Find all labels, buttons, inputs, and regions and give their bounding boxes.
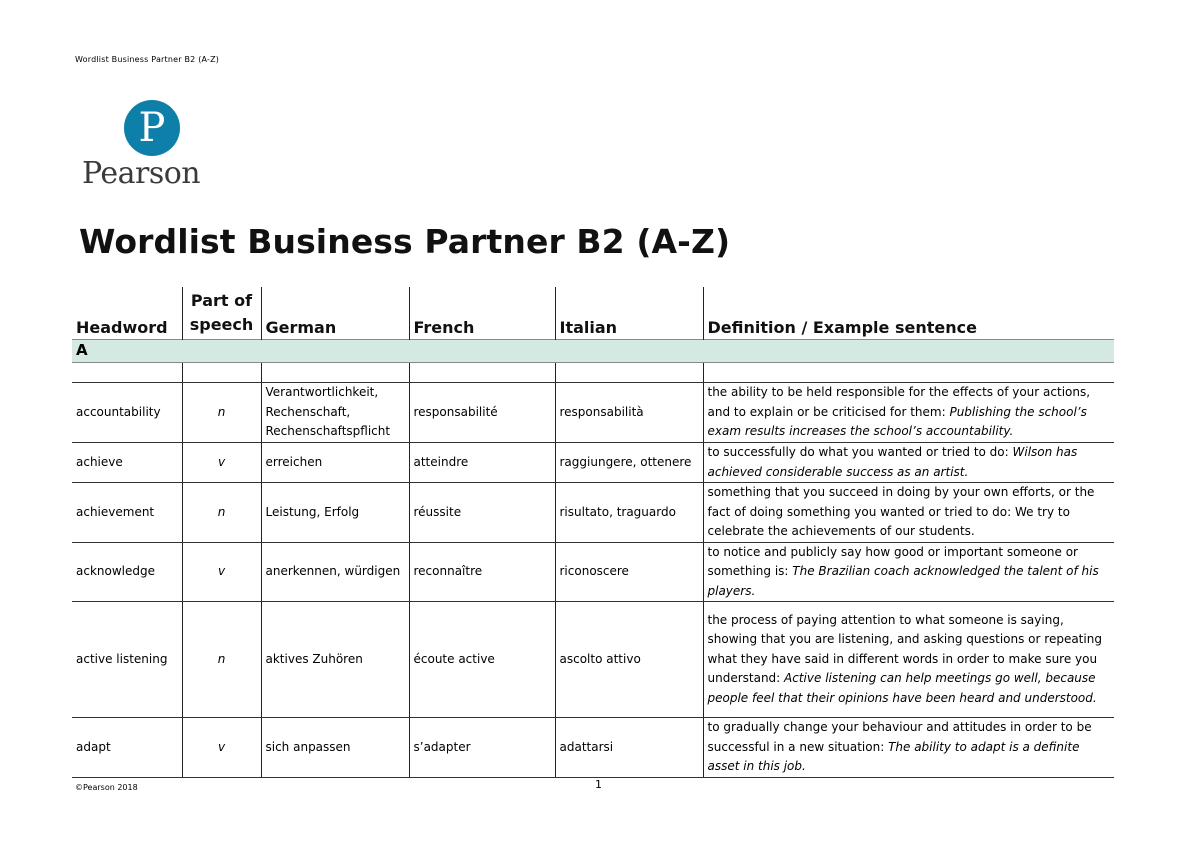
german-line: Rechenschaft, xyxy=(265,404,351,419)
definition-cell xyxy=(703,602,1114,718)
running-header: Wordlist Business Partner B2 (A-Z) xyxy=(75,55,220,64)
table-row xyxy=(72,542,1114,602)
german-cell: aktives Zuhören xyxy=(261,602,409,718)
pearson-logo xyxy=(82,100,224,194)
pos-cell: v xyxy=(182,443,261,483)
french-cell: écoute active xyxy=(409,602,555,718)
example-sentence: The ability to adapt is a definite asset in this job. xyxy=(707,739,1080,773)
definition-cell xyxy=(703,483,1114,543)
table-row xyxy=(72,483,1114,543)
pos-cell: n xyxy=(182,602,261,718)
german-cell: erreichen xyxy=(261,443,409,483)
pos-cell: v xyxy=(182,718,261,778)
french-cell: s’adapter xyxy=(409,718,555,778)
col-header-part-of-speech xyxy=(182,287,261,340)
french-cell: atteindre xyxy=(409,443,555,483)
pearson-logo-wordmark: Pearson xyxy=(82,156,201,191)
definition-cell xyxy=(703,443,1114,483)
german-cell: anerkennen, würdigen xyxy=(261,542,409,602)
spacer-cell xyxy=(261,363,409,383)
section-letter: A xyxy=(72,340,1114,363)
col-header-pos-line1: Part of xyxy=(190,291,253,310)
col-header-pos-line2: speech xyxy=(189,315,254,334)
headword-cell: active listening xyxy=(72,602,182,718)
italian-cell: ascolto attivo xyxy=(555,602,703,718)
table-header-row xyxy=(72,287,1114,340)
pos-cell: n xyxy=(182,483,261,543)
french-cell: réussite xyxy=(409,483,555,543)
section-row xyxy=(72,340,1114,363)
col-header-french: French xyxy=(409,287,555,340)
definition-text: to gradually change your behaviour and attitudes in order to be successful in a new situation: xyxy=(707,720,1092,754)
table-row xyxy=(72,383,1114,443)
example-sentence: Active listening can help meetings go well, because people feel that their opinions have been heard and understood. xyxy=(707,671,1097,705)
definition-text: the process of paying attention to what someone is saying, showing that you are listening, and asking questions or repeating what they have said in different words in order to make sure you understand: xyxy=(707,612,1102,686)
table-row xyxy=(72,443,1114,483)
german-cell xyxy=(261,383,409,443)
definition-text: the ability to be held responsible for the effects of your actions, and to explain or be criticised for them: xyxy=(707,385,1091,419)
spacer-cell xyxy=(703,363,1114,383)
headword-cell: achievement xyxy=(72,483,182,543)
french-cell: responsabilité xyxy=(409,383,555,443)
pearson-logo-mark-icon: P xyxy=(124,100,180,156)
definition-cell xyxy=(703,718,1114,778)
italian-cell: adattarsi xyxy=(555,718,703,778)
pos-cell: n xyxy=(182,383,261,443)
headword-cell: acknowledge xyxy=(72,542,182,602)
headword-cell: accountability xyxy=(72,383,182,443)
spacer-cell xyxy=(72,363,182,383)
table-row xyxy=(72,602,1114,718)
headword-cell: adapt xyxy=(72,718,182,778)
definition-text: something that you succeed in doing by your own efforts, or the fact of doing something you wanted or tried to do: We try to celebrate the achievements of our students. xyxy=(707,485,1095,538)
headword-cell: achieve xyxy=(72,443,182,483)
col-header-italian: Italian xyxy=(555,287,703,340)
german-line: Verantwortlichkeit, xyxy=(265,385,379,400)
example-sentence: The Brazilian coach acknowledged the talent of his players. xyxy=(707,564,1099,598)
spacer-row xyxy=(72,363,1114,383)
spacer-cell xyxy=(555,363,703,383)
col-header-definition: Definition / Example sentence xyxy=(703,287,1114,340)
definition-text: to notice and publicly say how good or important someone or something is: xyxy=(707,544,1078,578)
col-header-headword: Headword xyxy=(76,318,168,337)
german-cell: sich anpassen xyxy=(261,718,409,778)
italian-cell: responsabilità xyxy=(555,383,703,443)
spacer-cell xyxy=(182,363,261,383)
definition-text: to successfully do what you wanted or tried to do: xyxy=(707,445,1013,459)
german-cell: Leistung, Erfolg xyxy=(261,483,409,543)
col-header-german: German xyxy=(261,287,409,340)
example-sentence: Wilson has achieved considerable success as an artist. xyxy=(707,445,1078,479)
footer-copyright: ©Pearson 2018 xyxy=(75,783,138,792)
pos-cell: v xyxy=(182,542,261,602)
italian-cell: risultato, traguardo xyxy=(555,483,703,543)
french-cell: reconnaître xyxy=(409,542,555,602)
german-line: Rechenschaftspflicht xyxy=(265,424,391,439)
table-row xyxy=(72,718,1114,778)
spacer-cell xyxy=(409,363,555,383)
italian-cell: riconoscere xyxy=(555,542,703,602)
italian-cell: raggiungere, ottenere xyxy=(555,443,703,483)
page-number: 1 xyxy=(595,778,602,791)
example-sentence: Publishing the school’s exam results increases the school’s accountability. xyxy=(707,404,1087,439)
wordlist-table xyxy=(72,287,1114,778)
definition-cell xyxy=(703,383,1114,443)
definition-cell xyxy=(703,542,1114,602)
page-title: Wordlist Business Partner B2 (A-Z) xyxy=(79,222,731,261)
